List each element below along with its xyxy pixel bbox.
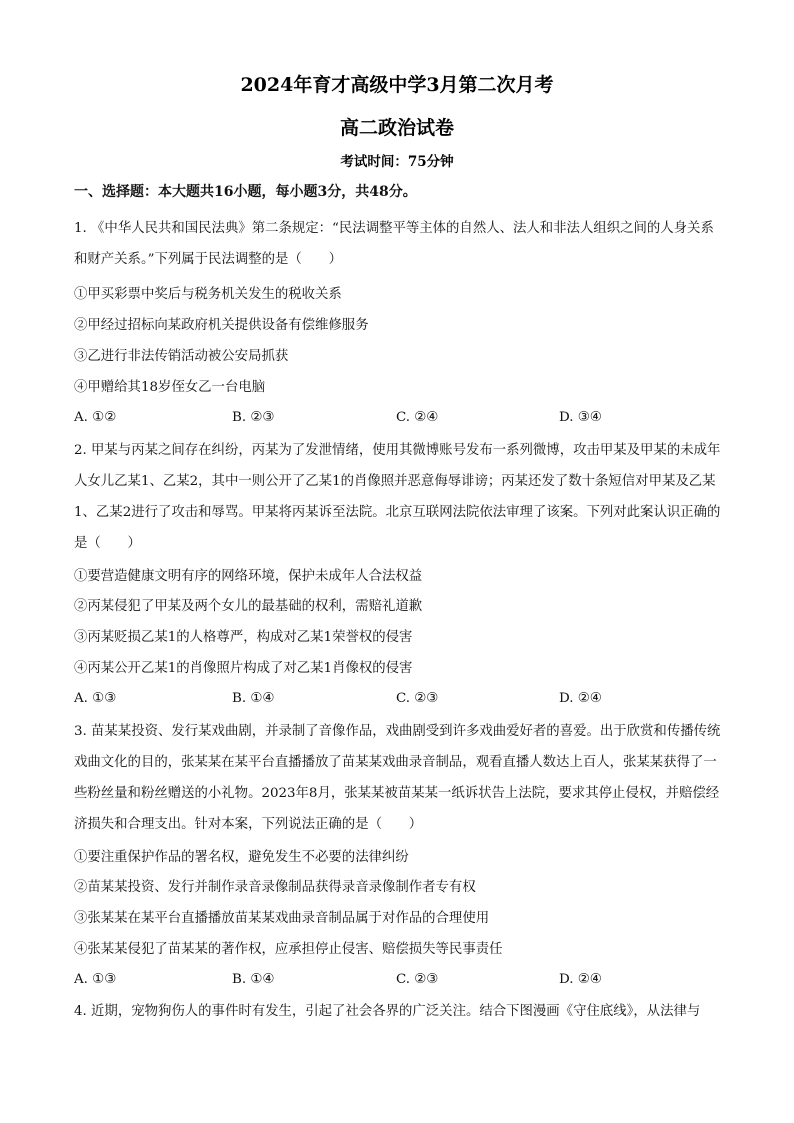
- option-d[interactable]: D. ③④: [559, 410, 602, 425]
- option-d[interactable]: D. ②④: [559, 972, 602, 987]
- question-3-item-3: ③张某某在某平台直播播放苗某某戏曲录音制品属于对作品的合理使用: [74, 911, 490, 926]
- question-3-item-1: ①要注重保护作品的署名权，避免发生不必要的法律纠纷: [74, 850, 409, 865]
- question-1-item-1: ①甲买彩票中奖后与税务机关发生的税收关系: [74, 287, 342, 302]
- question-1-item-4: ④甲赠给其18岁侄女乙一台电脑: [74, 380, 266, 395]
- question-3-options: [74, 972, 722, 990]
- question-3-item-2: ②苗某某投资、发行并制作录音录像制品获得录音录像制作者专有权: [74, 880, 476, 895]
- exam-duration: 考试时间：75分钟: [340, 154, 454, 170]
- option-b[interactable]: B. ①④: [232, 972, 275, 987]
- option-c[interactable]: C. ②③: [396, 972, 439, 987]
- option-c[interactable]: C. ②④: [396, 410, 439, 425]
- option-c[interactable]: C. ②③: [396, 691, 439, 706]
- option-a[interactable]: A. ①③: [74, 691, 117, 706]
- option-b[interactable]: B. ②③: [232, 410, 275, 425]
- question-2-item-1: ①要营造健康文明有序的网络环境，保护未成年人合法权益: [74, 569, 423, 584]
- question-2-options: [74, 691, 722, 709]
- question-4-stem: 4. 近期，宠物狗伤人的事件时有发生，引起了社会各界的广泛关注。结合下图漫画《守住底线》，从法律与: [74, 1004, 701, 1019]
- question-1-options: [74, 410, 722, 428]
- option-d[interactable]: D. ②④: [559, 691, 602, 706]
- question-2-item-3: ③丙某贬损乙某1的人格尊严，构成对乙某1荣誉权的侵害: [74, 630, 413, 645]
- question-1-stem: 1. 《中华人民共和国民法典》第二条规定：“民法调整平等主体的自然人、法人和非法人组织之间的人身关系和财产关系。”下列属于民法调整的是（ ）: [74, 221, 714, 267]
- option-b[interactable]: B. ①④: [232, 691, 275, 706]
- question-1-item-3: ③乙进行非法传销活动被公安局抓获: [74, 349, 289, 364]
- section-heading: 一、选择题：本大题共16小题，每小题3分，共48分。: [74, 184, 417, 200]
- question-3-stem: 3. 苗某某投资、发行某戏曲剧，并录制了音像作品，戏曲剧受到许多戏曲爱好者的喜爱。出于欣赏和传播传统戏曲文化的目的，张某某在某平台直播播放了苗某某戏曲录音制品，观看直播人数达上百人，张某某获得了一些粉丝量和粉丝赠送的小礼物。2023年8月，张某某被苗某某一纸诉状告上法院，要求其停止侵权，并赔偿经济损失和合理支出。针对本案，下列说法正确的是（ ）: [74, 724, 721, 832]
- question-2-item-4: ④丙某公开乙某1的肖像照片构成了对乙某1肖像权的侵害: [74, 661, 413, 676]
- question-2-item-2: ②丙某侵犯了甲某及两个女儿的最基础的权利，需赔礼道歉: [74, 599, 423, 614]
- subject-title: 高二政治试卷: [339, 117, 454, 139]
- option-a[interactable]: A. ①②: [74, 410, 117, 425]
- question-3-item-4: ④张某某侵犯了苗某某的著作权，应承担停止侵害、赔偿损失等民事责任: [74, 942, 503, 957]
- question-2-stem: 2. 甲某与丙某之间存在纠纷，丙某为了发泄情绪，使用其微博账号发布一系列微博，攻击甲某及甲某的未成年人女儿乙某1、乙某2，其中一则公开了乙某1的肖像照并恶意侮辱诽谤；丙某还发了数十条短信对甲某及乙某1、乙某2进行了攻击和辱骂。甲某将丙某诉至法院。北京互联网法院依法审理了该案。下列对此案认识正确的是（ ）: [74, 443, 721, 551]
- option-a[interactable]: A. ①③: [74, 972, 117, 987]
- question-1-item-2: ②甲经过招标向某政府机关提供设备有偿维修服务: [74, 318, 369, 333]
- exam-title: 2024年育才高级中学3月第二次月考: [240, 74, 554, 96]
